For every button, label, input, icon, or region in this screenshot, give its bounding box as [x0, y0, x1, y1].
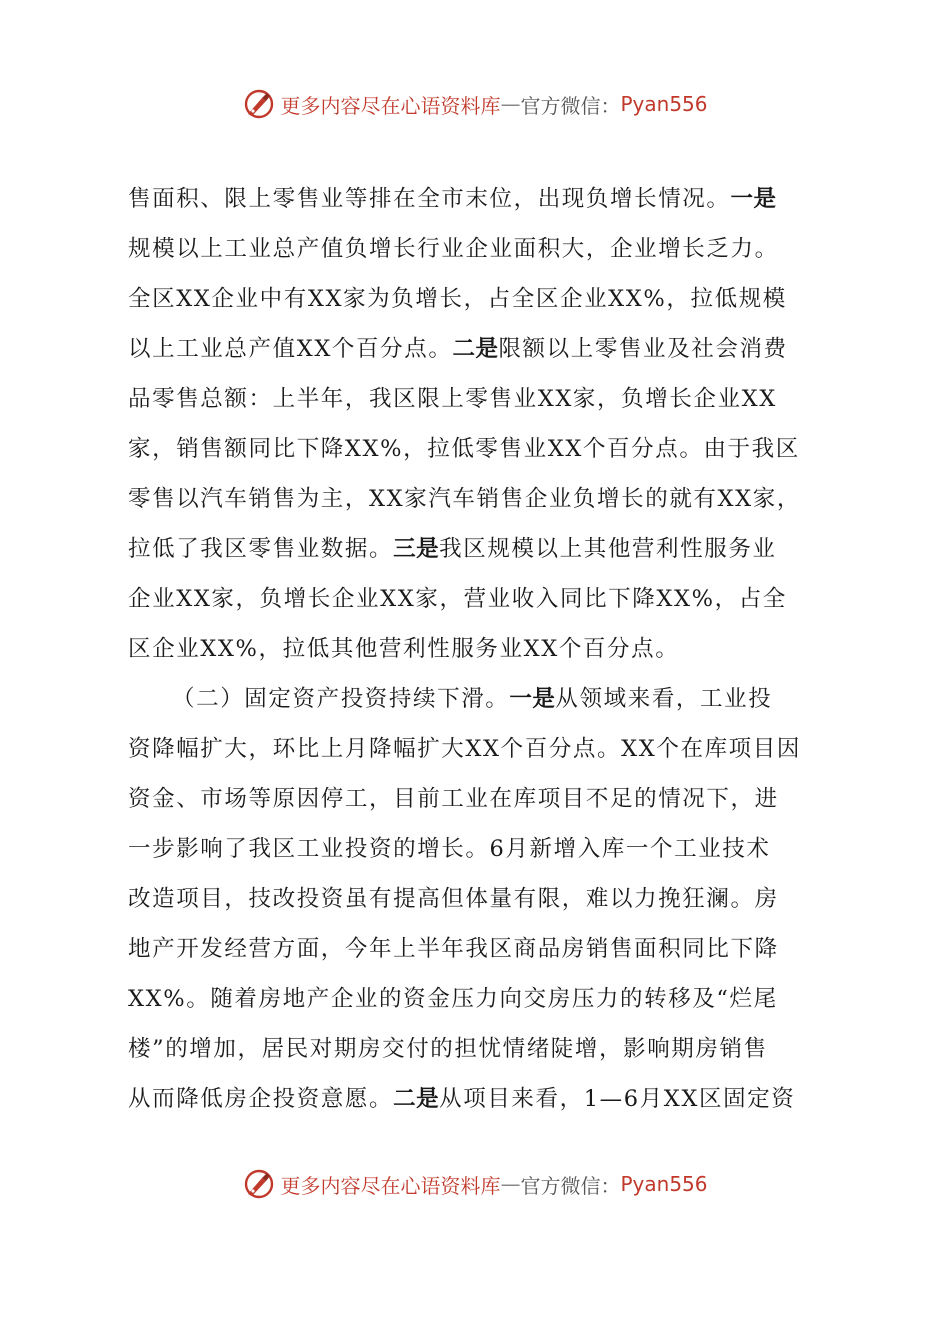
text-segment: 从领域来看，工业投 — [555, 686, 773, 712]
text-line — [128, 824, 832, 874]
text-segment: XX%。随着房地产企业的资金压力向交房压力的转移及“烂尾 — [128, 986, 778, 1012]
text-line — [128, 774, 832, 824]
text-segment: 售面积、限上零售业等排在全市末位，出现负增长情况。 — [128, 186, 731, 212]
watermark-separator: — — [500, 92, 521, 116]
text-line — [128, 1024, 832, 1074]
text-line — [128, 674, 832, 724]
text-segment: 资金、市场等原因停工，目前工业在库项目不足的情况下，进 — [128, 786, 779, 812]
bold-marker: 二是 — [393, 1086, 440, 1112]
text-line — [128, 974, 832, 1024]
text-line — [128, 374, 832, 424]
text-segment: 零售以汽车销售为主，XX家汽车销售企业负增长的就有XX家， — [128, 486, 801, 512]
text-segment: 企业XX家，负增长企业XX家，营业收入同比下降XX%，占全 — [128, 586, 787, 612]
text-segment: 家，销售额同比下降XX%，拉低零售业XX个百分点。由于我区 — [128, 436, 800, 462]
text-segment: 拉低了我区零售业数据。 — [128, 536, 394, 562]
text-line — [128, 424, 832, 474]
bold-marker: 一是 — [509, 686, 556, 712]
text-line — [128, 474, 832, 524]
watermark-label: 官方微信： — [520, 1173, 621, 1198]
document-body — [128, 174, 832, 1124]
text-line — [128, 724, 832, 774]
bold-marker: 二是 — [452, 336, 499, 362]
text-line — [128, 524, 832, 574]
text-segment: 改造项目，技改投资虽有提高但体量有限，难以力挽狂澜。房 — [128, 886, 779, 912]
text-segment: 我区规模以上其他营利性服务业 — [439, 536, 777, 562]
watermark-separator: — — [500, 1172, 521, 1196]
text-segment: （二）固定资产投资持续下滑。 — [172, 686, 510, 712]
fountain-pen-circle-icon — [242, 87, 276, 121]
watermark-header — [0, 84, 950, 124]
text-line — [128, 624, 832, 674]
text-line — [128, 874, 832, 924]
text-segment: 以上工业总产值XX个百分点。 — [128, 336, 453, 362]
text-line — [128, 324, 832, 374]
text-segment: 资降幅扩大，环比上月降幅扩大XX个百分点。XX个在库项目因 — [128, 736, 801, 762]
fountain-pen-circle-icon — [242, 1167, 276, 1201]
text-segment: 从而降低房企投资意愿。 — [128, 1086, 394, 1112]
watermark-id: Pyan556 — [620, 92, 708, 116]
watermark-id: Pyan556 — [620, 1172, 708, 1196]
text-segment: 从项目来看，1—6月XX区固定资 — [439, 1086, 796, 1112]
text-line — [128, 224, 832, 274]
watermark-brand: 更多内容尽在心语资料库 — [280, 93, 501, 118]
text-segment: 一步影响了我区工业投资的增长。6月新增入库一个工业技术 — [128, 836, 771, 862]
text-line — [128, 574, 832, 624]
text-line — [128, 924, 832, 974]
text-line — [128, 174, 832, 224]
watermark-brand: 更多内容尽在心语资料库 — [280, 1173, 501, 1198]
bold-marker: 一是 — [730, 186, 777, 212]
text-segment: 限额以上零售业及社会消费 — [498, 336, 788, 362]
text-line — [128, 1074, 832, 1124]
text-segment: 品零售总额：上半年，我区限上零售业XX家，负增长企业XX — [128, 386, 777, 412]
text-segment: 规模以上工业总产值负增长行业企业面积大，企业增长乏力。 — [128, 236, 779, 262]
text-segment: 楼”的增加，居民对期房交付的担忧情绪陡增，影响期房销售 — [128, 1036, 768, 1062]
text-segment: 区企业XX%，拉低其他营利性服务业XX个百分点。 — [128, 636, 680, 662]
watermark-label: 官方微信： — [520, 93, 621, 118]
text-segment: 全区XX企业中有XX家为负增长，占全区企业XX%，拉低规模 — [128, 286, 787, 312]
bold-marker: 三是 — [393, 536, 440, 562]
watermark-footer — [0, 1164, 950, 1204]
text-segment: 地产开发经营方面，今年上半年我区商品房销售面积同比下降 — [128, 936, 779, 962]
text-line — [128, 274, 832, 324]
